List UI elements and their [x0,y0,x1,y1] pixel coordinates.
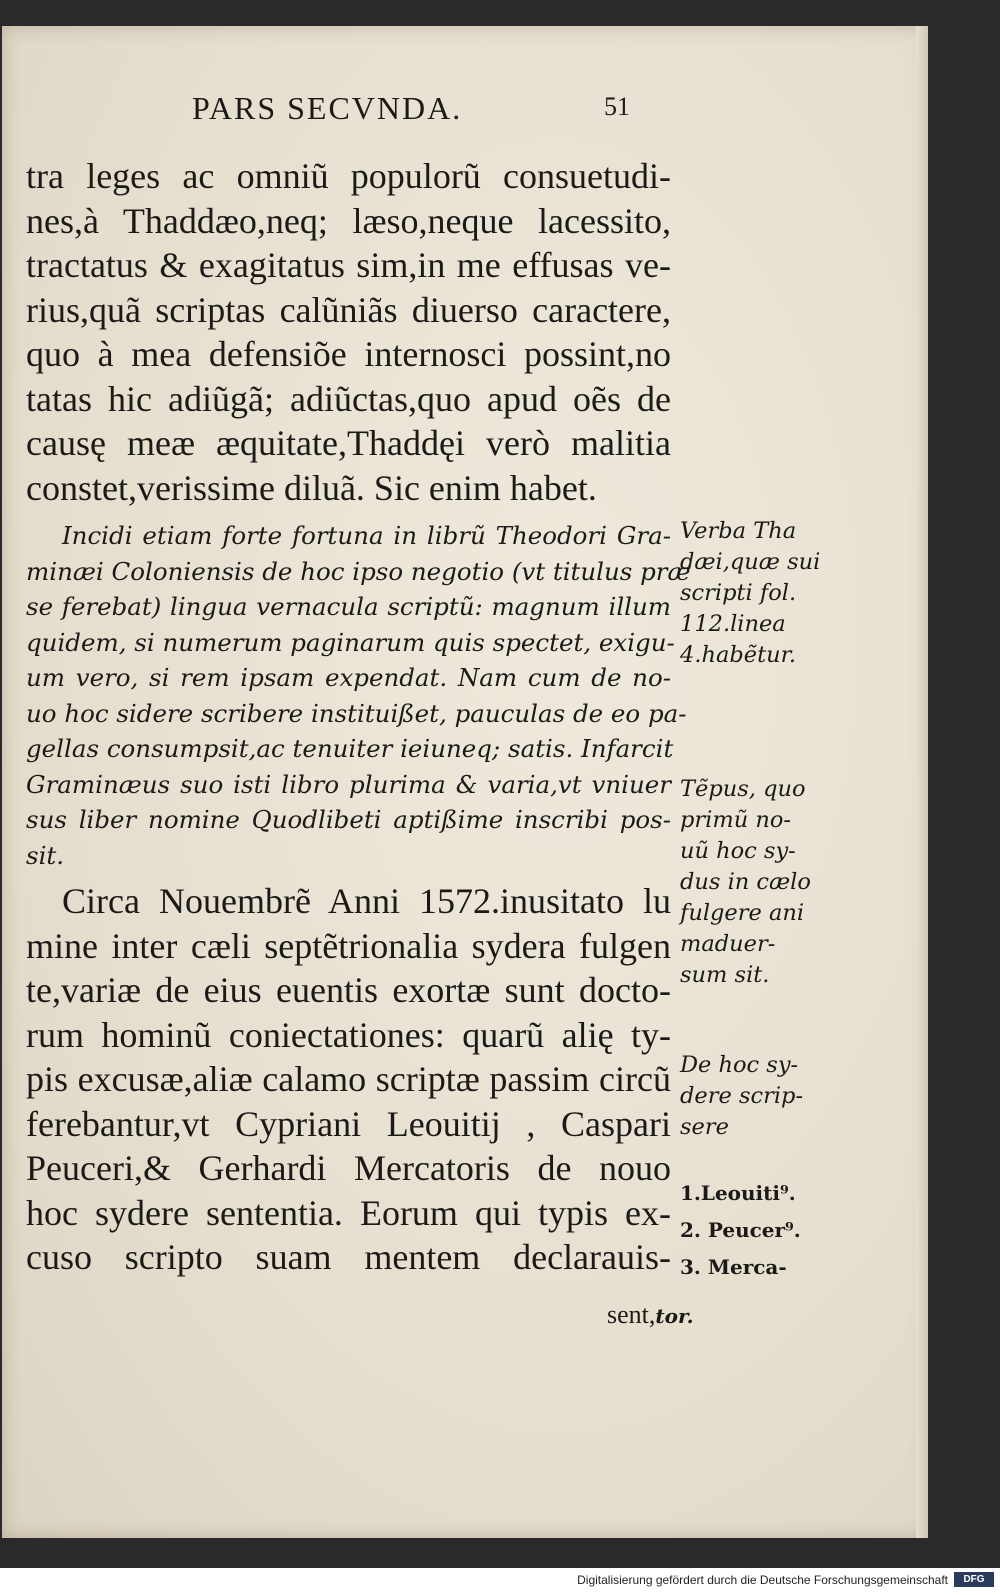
text-line: Peuceri,& Gerhardi Mercatoris de nouo [26,1148,671,1188]
margin-line: Verba Tha [680,518,797,544]
text-line: rum hominũ coniectationes: quarũ alię ty- [26,1014,671,1055]
margin-line: 112.linea [680,611,786,637]
quote-line: sit. [26,840,65,870]
margin-line: scripti fol. [680,580,797,606]
page-edge [916,26,928,1538]
text-line: Circa Nouembrẽ Anni 1572.inusitato lu [62,881,671,921]
text-line: hoc sydere sententia. Eorum qui typis ex- [26,1192,671,1233]
margin-line: dæi,quæ sui [680,549,821,575]
text-line: ferebantur,vt Cypriani Leouitij , Caspari [26,1103,671,1144]
catchword-text: sent, [607,1300,656,1329]
book-page [2,26,928,1538]
footer-strip [0,1568,1000,1595]
main-text-column [26,154,691,1280]
text-line: te,variæ de eius euentis exortæ sunt docto- [26,970,671,1010]
margin-line: dere scrip- [680,1083,804,1109]
text-line: nes,à Thaddæo,neq; læso,neque lacessito, [26,200,671,241]
margin-line: sum sit. [680,962,770,988]
margin-line: primũ no- [680,807,791,833]
running-title: PARS SECVNDA. [192,90,463,126]
quote-line: gellas consumpsit,ac tenuiter ieiuneq; satis. Infarcit [26,734,674,763]
quote-line: quidem, si numerum paginarum quis spectet, exigu- [26,627,675,657]
margin-line: 2. Peucer⁹. [680,1218,801,1242]
margin-line: 3. Merca- [680,1255,787,1279]
catchword-tail: tor. [655,1304,694,1328]
text-line: tractatus & exagitatus sim,in me effusas ve- [26,245,671,285]
dfg-logo-icon: DFG [954,1572,994,1587]
folio-number: 51 [604,92,630,121]
text-line: tra leges ac omniũ populorũ consuetudi- [26,156,671,196]
quoted-passage [26,518,691,873]
quote-line: um vero, si rem ipsam expendat. Nam cum de no- [26,663,671,692]
margin-line: dus in cælo [680,869,811,895]
quote-line: sus liber nomine Quodlibeti aptißime inscribi pos- [26,805,671,834]
text-line: tatas hic adiũgã; adiũctas,quo apud oẽs de [26,378,671,419]
marginal-note-tempus [680,774,840,991]
text-line: causę meæ æquitate,Thaddęi verò malitia [26,423,671,463]
margin-line: Tẽpus, quo [680,776,806,802]
margin-line: fulgere ani [680,900,805,926]
quote-line: uo hoc sidere scribere instituißet, pauculas de eo pa- [26,698,687,728]
marginal-note-authors [680,1175,840,1286]
quote-line: Graminæus suo isti libro plurima & varia,vt vniuer [26,769,671,799]
text-line: quo à mea defensiõe internosci possint,no [26,334,671,374]
text-line: rius,quã scriptas calũniãs diuerso caractere, [26,289,671,330]
text-line: constet,verissime diluã. Sic enim habet. [26,467,597,508]
margin-line: De hoc sy- [680,1052,799,1078]
margin-line: sere [680,1114,729,1140]
margin-line: uũ hoc sy- [680,838,796,864]
catchword [607,1300,694,1330]
quote-line: se ferebat) lingua vernacula scriptũ: magnum illum [26,592,671,621]
funding-credit: Digitalisierung gefördert durch die Deutsche Forschungsgemeinschaft [577,1573,948,1587]
paragraph-roman-2 [26,879,671,1280]
margin-line: 4.habẽtur. [680,642,797,668]
margin-line: 1.Leouiti⁹. [680,1181,796,1205]
running-head [192,90,652,130]
marginal-note-de-hoc-sydere [680,1050,840,1143]
quote-line: Incidi etiam forte fortuna in librũ Theodori Gra- [62,521,671,550]
quote-line: minæi Coloniensis de hoc ipso negotio (vt titulus præ [26,556,691,586]
paragraph-roman-1 [26,154,671,510]
text-line: pis excusæ,aliæ calamo scriptæ passim circũ [26,1059,671,1099]
text-line: cuso scripto suam mentem declarauis- [26,1237,671,1277]
margin-line: maduer- [680,931,776,957]
marginal-note-verba [680,516,840,671]
text-line: mine inter cæli septẽtrionalia sydera fulgen [26,925,671,966]
